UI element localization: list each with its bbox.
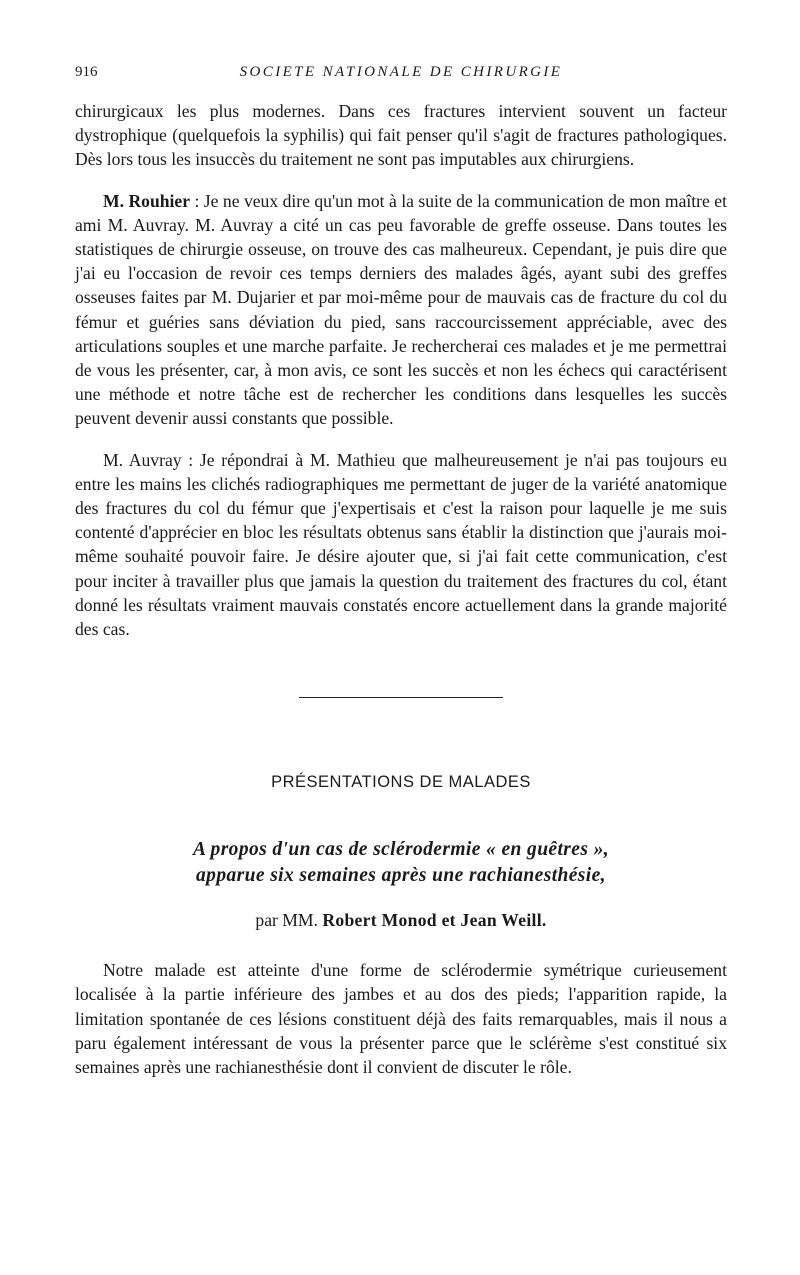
speaker-auvray: M. Auvray (103, 449, 182, 470)
journal-page (75, 60, 727, 1079)
auvray-paragraph (75, 448, 727, 642)
rouhier-remarks: : Je ne veux dire qu'un mot à la suite de la communication de mon maître et ami M. Auvray. M. Auvray a cité un cas peu favorable de greffe osseuse. Dans toutes les statistiques de chirurgie osseuse, on trouve des cas malheureux. Cependant, je puis dire que j'ai eu l'occasion de revoir ces temps derniers des malades âgés, ayant subi des greffes osseuses faites par M. Dujarier et par moi-même pour de mauvais cas de fracture du col du fémur et guéries sans déviation du pied, sans raccourcissement appréciable, avec des articulations souples et une marche parfaite. Je rechercherai ces malades et je me permettrai de vous les présenter, car, à mon avis, ce sont les succès et non les échecs qui caractérisent une méthode et notre tâche est de rechercher les conditions dans lesquelles les succès peuvent devenir aussi constants que possible. (75, 190, 727, 429)
running-head (75, 60, 727, 90)
authors: Robert Monod et Jean Weill. (322, 910, 547, 931)
section-divider (299, 697, 503, 698)
page-number: 916 (75, 64, 98, 80)
article-title-line-1: A propos d'un cas de sclérodermie « en guêtres », (192, 839, 610, 861)
speaker-rouhier: M. Rouhier (103, 190, 191, 211)
byline (75, 910, 727, 931)
article-body-paragraph: Notre malade est atteinte d'une forme de sclérodermie symétrique curieusement localisée à la partie inférieure des jambes et au dos des pieds; l'apparition rapide, la limitation spontanée de ces lésions constituent déjà des faits remarquables, mais il nous a paru également intéressant de vous la présenter parce que le sclérème s'est constitué six semaines après une rachianesthésie dont il convient de discuter le rôle. (75, 960, 727, 1078)
journal-title: SOCIETE NATIONALE DE CHIRURGIE (239, 64, 563, 80)
article-title-line-2: apparue six semaines après une rachianesthésie, (196, 865, 606, 887)
continuation-paragraph: chirurgicaux les plus modernes. Dans ces fractures intervient souvent un facteur dystrophique (quelquefois la syphilis) qui fait penser qu'il s'agit de fractures pathologiques. Dès lors tous les insuccès du traitement ne sont pas imputables aux chirurgiens. (75, 101, 727, 170)
rouhier-paragraph (75, 189, 727, 431)
section-heading: PRÉSENTATIONS DE MALADES (271, 773, 531, 792)
article-title (75, 837, 727, 889)
byline-prefix: par MM. (255, 910, 323, 931)
auvray-remarks: : Je répondrai à M. Mathieu que malheureusement je n'ai pas toujours eu entre les mains les clichés radiographiques me permettant de juger de la variété anatomique des fractures du col du fémur que j'expertisais et c'est la raison pour laquelle je me suis contenté d'apprécier en bloc les résultats obtenus sans établir la distinction que j'aurais moi-même souhaité pouvoir faire. Je désire ajouter que, si j'ai fait cette communication, c'est pour inciter à travailler plus que jamais la question du traitement des fractures du col, étant donné les résultats vraiment mauvais constatés encore actuellement dans la grande majorité des cas. (75, 449, 727, 640)
